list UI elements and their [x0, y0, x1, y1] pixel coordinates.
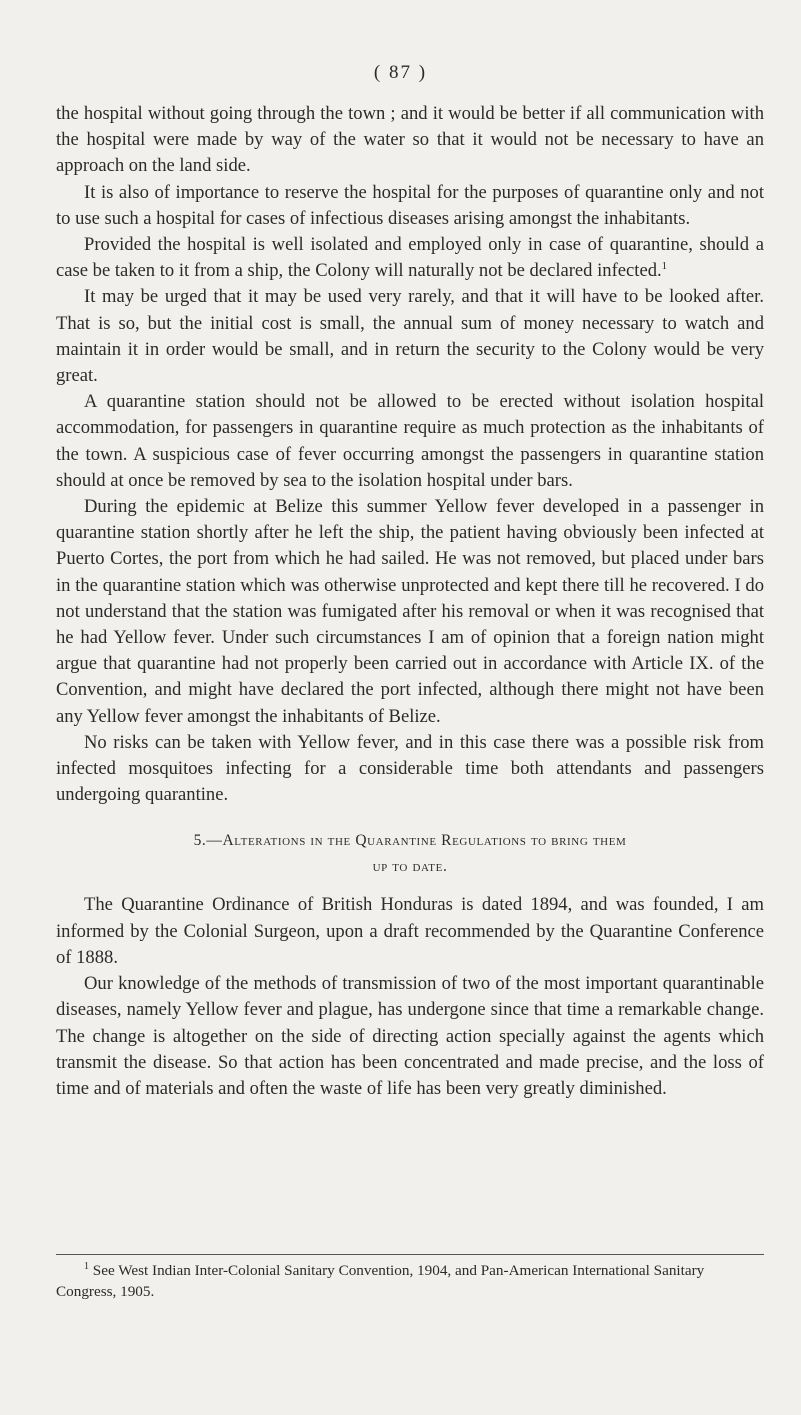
footnote-marker: 1 [84, 1260, 89, 1272]
footnote-reference: 1 [661, 260, 668, 273]
paragraph: During the epidemic at Belize this summer Yellow fever developed in a passenger in quarantine station shortly after he left the ship, the patient having obviously been infected at Puerto Cortes, the port from which he had sailed. He was not removed, but placed under bars in the quarantine station which was otherwise unprotected and kept there till he recovered. I do not understand that the station was fumigated after his removal or when it was recognised that he had Yellow fever. Under such circumstances I am of opinion that a foreign nation might argue that quarantine had not properly been carried out in accordance with Article IX. of the Convention, and might have declared the port infected, although there might not have been any Yellow fever amongst the inhabitants of Belize. [56, 496, 764, 727]
footnote-divider [56, 1254, 764, 1255]
paragraph-text: Provided the hospital is well isolated and employed only in case of quarantine, should a case be taken to it from a ship, the Colony will naturally not be declared infected. [56, 234, 764, 282]
section-title-line-1: Alterations in the Quarantine Regulations to bring them [222, 832, 627, 850]
footnote-text: See West Indian Inter-Colonial Sanitary Convention, 1904, and Pan-American International Sanitary Congress, 1905. [56, 1262, 705, 1300]
paragraph: It is also of importance to reserve the hospital for the purposes of quarantine only and not to use such a hospital for cases of infectious diseases arising amongst the inhabitants. [56, 181, 764, 229]
section-title-line-2: up to date. [372, 858, 448, 876]
paragraph: No risks can be taken with Yellow fever, and in this case there was a possible risk from infected mosquitoes infecting for a considerable time both attendants and passengers undergoing quarantine. [56, 731, 764, 806]
paragraph [56, 232, 764, 284]
section-number: 5.— [193, 832, 223, 850]
paragraph: A quarantine station should not be allowed to be erected without isolation hospital accommodation, for passengers in quarantine require as much protection as the inhabitants of the town. A suspicious case of fever occurring amongst the passengers in quarantine station should at once be removed by sea to the isolation hospital under bars. [56, 391, 764, 491]
paragraph: The Quarantine Ordinance of British Honduras is dated 1894, and was founded, I am informed by the Colonial Surgeon, upon a draft recommended by the Quarantine Conference of 1888. [56, 894, 764, 968]
section-heading [56, 828, 764, 880]
paragraph: Our knowledge of the methods of transmission of two of the most important quarantinable diseases, namely Yellow fever and plague, has undergone since that time a remarkable change. The change is altogether on the side of directing action specially against the agents which transmit the disease. So that action has been concentrated and made precise, and the loss of time and of materials and often the waste of life has been very greatly diminished. [56, 973, 764, 1099]
page-number: ( 87 ) [373, 62, 428, 83]
paragraph: It may be urged that it may be used very rarely, and that it will have to be looked after. That is so, but the initial cost is small, the annual sum of money necessary to watch and maintain it in order would be small, and in return the security to the Colony would be very great. [56, 286, 764, 387]
paragraph: the hospital without going through the town ; and it would be better if all communication with the hospital were made by way of the water so that it would not be necessary to have an approach on the land side. [56, 103, 764, 177]
body-text [56, 101, 764, 1102]
footnote [56, 1260, 764, 1302]
